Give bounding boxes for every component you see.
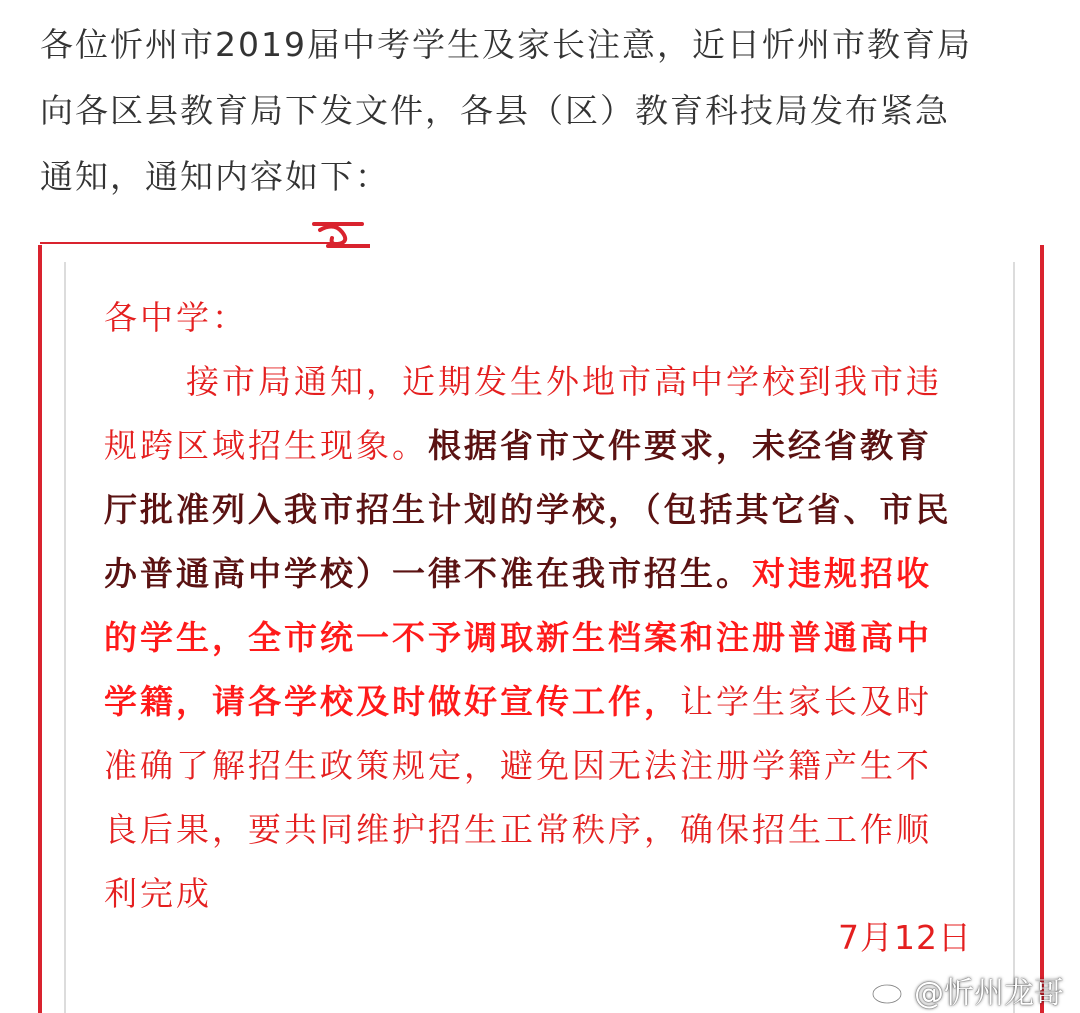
notice-emphasis: 厅批准列入我市招生计划的学校，（包括其它省、市民 (104, 490, 952, 529)
inner-left-border (64, 262, 66, 1013)
watermark (870, 968, 1064, 1012)
notice-line: 准确了解招生政策规定，避免因无法注册学籍产生不 (104, 746, 932, 785)
frame-left-border (38, 245, 42, 1013)
frame-right-border (1040, 245, 1044, 1013)
intro-line: 各位忻州市2019届中考学生及家长注意，近日忻州市教育局 (40, 25, 972, 64)
notice-emphasis-red: 对违规招收 (752, 554, 932, 593)
notice-text: 规跨区域招生现象。 (104, 426, 428, 465)
notice-line (104, 414, 984, 478)
weibo-icon (870, 974, 910, 1006)
intro-line: 通知，通知内容如下： (40, 157, 390, 196)
notice-salutation: 各中学： (104, 298, 248, 337)
intro-line: 向各区县教育局下发文件，各县（区）教育科技局发布紧急 (40, 91, 950, 130)
notice-body (104, 286, 984, 926)
notice-emphasis: 根据省市文件要求，未经省教育 (428, 426, 932, 465)
notice-emphasis-red: 学籍，请各学校及时做好宣传工作， (104, 682, 680, 721)
notice-emphasis-red: 的学生，全市统一不予调取新生档案和注册普通高中 (104, 618, 932, 657)
scroll-ornament-icon (310, 212, 370, 252)
notice-line: 利完成 (104, 874, 212, 913)
watermark-text: @忻州龙哥 (914, 976, 1064, 1011)
intro-paragraph (40, 12, 1050, 210)
notice-emphasis: 办普通高中学校）一律不准在我市招生。 (104, 554, 752, 593)
notice-text: 让学生家长及时 (680, 682, 932, 721)
notice-line: 接市局通知，近期发生外地市高中学校到我市违 (186, 362, 942, 401)
notice-line: 良后果，要共同维护招生正常秩序，确保招生工作顺 (104, 810, 932, 849)
notice-date: 7月12日 (838, 918, 972, 957)
frame-top-line (40, 242, 340, 244)
inner-right-border (1013, 262, 1015, 1013)
notice-line (104, 670, 984, 734)
notice-line (104, 542, 984, 606)
